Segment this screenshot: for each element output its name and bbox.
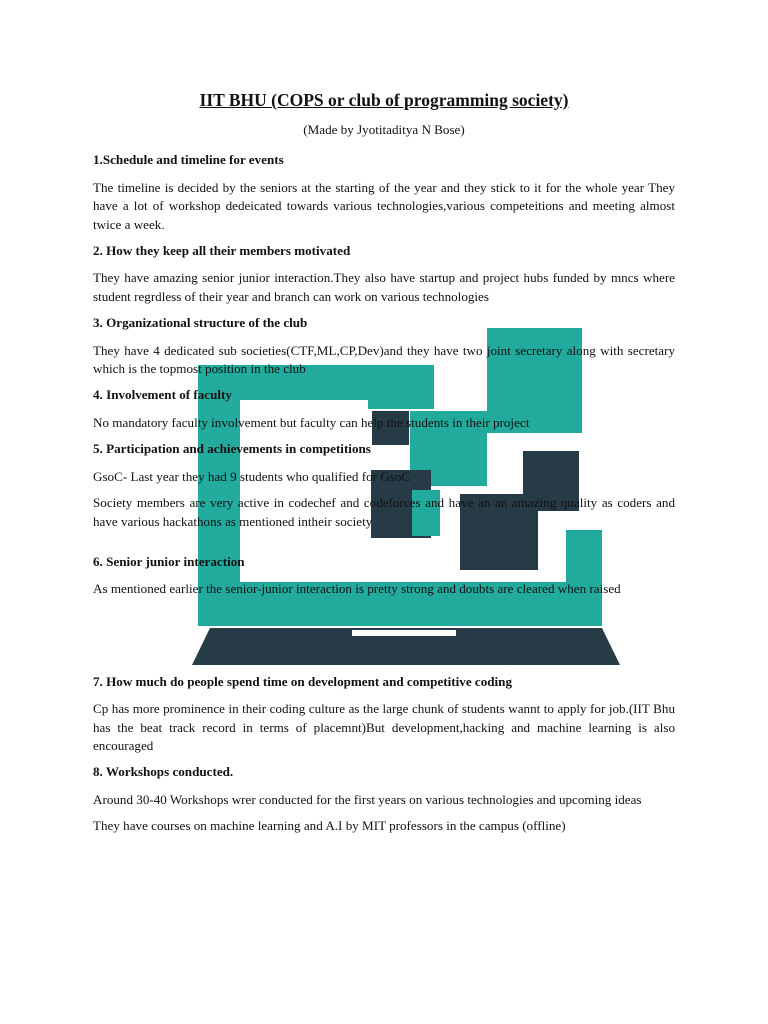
section-3-heading: 3. Organizational structure of the club: [93, 315, 308, 331]
section-4-heading: 4. Involvement of faculty: [93, 387, 232, 403]
document-title: IIT BHU (COPS or club of programming society): [199, 90, 569, 110]
section-4-paragraph: No mandatory faculty involvement but faculty can help the students in their project: [93, 414, 530, 430]
section-1-paragraph: The timeline is decided by the seniors at the starting of the year and they stick to it for the whole year They have a lot of workshop dedeicated towards various technologies,various competeitions and meeting almost twice a week.: [93, 179, 675, 232]
section-1-heading: 1.Schedule and timeline for events: [93, 152, 284, 168]
section-5-heading: 5. Participation and achievements in competitions: [93, 441, 371, 457]
spacer: [93, 607, 675, 673]
section-8-paragraph-1: Around 30-40 Workshops wrer conducted for the first years on various technologies and upcoming ideas: [93, 791, 642, 807]
section-2-paragraph: They have amazing senior junior interaction.They also have startup and project hubs funded by mncs where student regrdless of their year and branch can work on various technologies: [93, 270, 675, 304]
document-body: [93, 89, 675, 844]
section-7-paragraph: Cp has more prominence in their coding culture as the large chunk of students wannt to apply for job.(IIT Bhu has the beat track record in terms of placemnt)But development,hacking and machine learning is also encouraged: [93, 701, 675, 753]
spacer: [93, 539, 675, 553]
document-byline: (Made by Jyotitaditya N Bose): [303, 122, 465, 137]
section-2-heading: 2. How they keep all their members motivated: [93, 243, 351, 259]
section-6-heading: 6. Senior junior interaction: [93, 553, 245, 569]
section-6-paragraph: As mentioned earlier the senior-junior interaction is pretty strong and doubts are cleared when raised: [93, 581, 621, 597]
section-5-paragraph-1: GsoC- Last year they had 9 students who qualified for GsoC: [93, 468, 411, 484]
section-5-paragraph-2: Society members are very active in codechef and codeforces and have an an amazing quality as coders and have various hackathons as mentioned intheir society: [93, 495, 675, 529]
section-8-paragraph-2: They have courses on machine learning and A.I by MIT professors in the campus (offline): [93, 818, 566, 834]
section-3-paragraph: They have 4 dedicated sub societies(CTF,ML,CP,Dev)and they have two joint secretary along with secretary which is the topmost position in the club: [93, 342, 675, 377]
section-7-heading: 7. How much do people spend time on development and competitive coding: [93, 673, 513, 689]
section-8-heading: 8. Workshops conducted.: [93, 764, 234, 780]
